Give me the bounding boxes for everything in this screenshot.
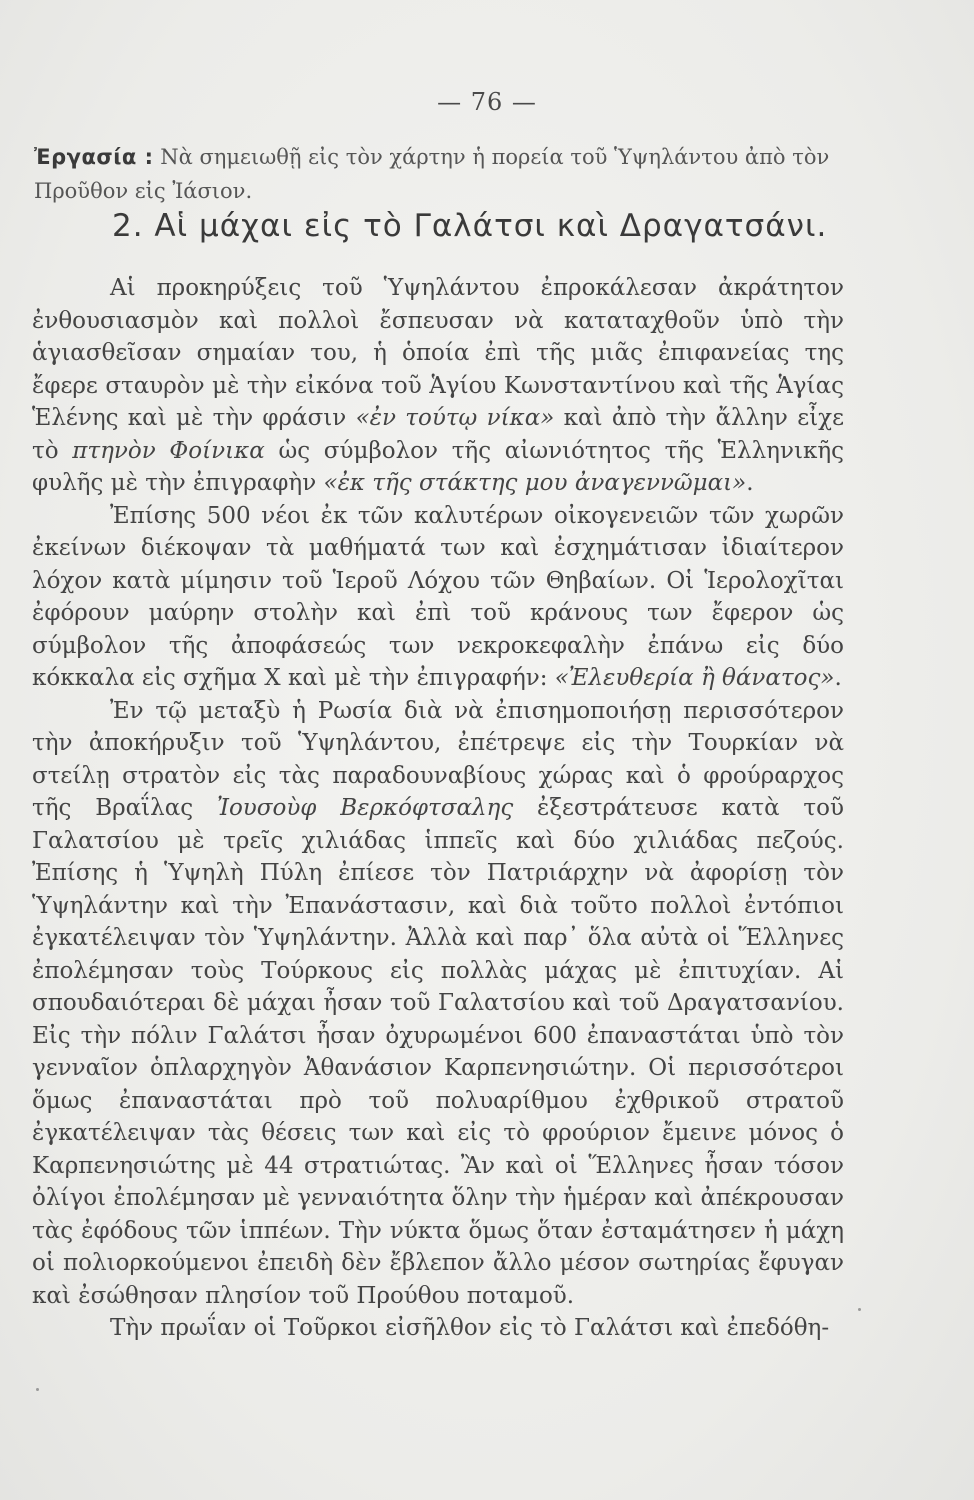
section-title: 2. Αἱ μάχαι εἰς τὸ Γαλάτσι καὶ Δραγατσάνι. (112, 208, 828, 244)
phoenix-term: πτηνὸν Φοίνικα (72, 437, 265, 464)
ink-speck (858, 1308, 861, 1311)
quote-inscription: «ἐκ τῆς στάκτης μου ἀναγεννῶμαι» (323, 470, 747, 496)
exercise-label: Ἐργασία : (34, 145, 154, 169)
quote-freedom-or-death: «Ἐλευθερία ἢ θάνατος» (554, 665, 835, 691)
body-text (32, 272, 844, 1345)
commander-name: Ἰουσοὺφ Βερκόφτσαλης (216, 795, 514, 821)
paragraph-text: καὶ ἀπὸ τὴν ἄλλην εἶχε τὸ (32, 405, 844, 464)
paragraph-continuation (32, 1312, 844, 1345)
ink-speck (36, 1388, 39, 1391)
paragraph-text: . (746, 470, 754, 496)
paragraph-flag (32, 272, 844, 500)
paragraph-text: Ἐπίσης 500 νέοι ἐκ τῶν καλυτέρων οἰκογενειῶν τῶν χωρῶν ἐκείνων διέκοψαν τὰ μαθήματά των καὶ ἐσχημάτισαν ἰδιαίτερον λόχον κατὰ μίμησιν τοῦ Ἱεροῦ Λόχου τῶν Θηβαίων. Οἱ Ἱερολοχῖται ἐφόρουν μαύρην στολὴν καὶ ἐπὶ τοῦ κράνους των ἔφερον ὡς σύμβολον τῆς ἀποφάσεώς των νεκροκεφαλὴν ἐπάνω εἰς δύο κόκκαλα εἰς σχῆμα Χ καὶ μὲ τὴν ἐπιγραφήν: (32, 502, 844, 691)
paragraph-text: ἐξεστράτευσε κατὰ τοῦ Γαλατσίου μὲ τρεῖς χιλιάδας ἱππεῖς καὶ δύο χιλιάδας πεζούς. Ἐπίσης ἡ Ὑψηλὴ Πύλη ἐπίεσε τὸν Πατριάρχην νὰ ἀφορίσῃ τὸν Ὑψηλάντην καὶ τὴν Ἐπανάστασιν, καὶ διὰ τοῦτο πολλοὶ ἐντόπιοι ἐγκατέλειψαν τὸν Ὑψηλάντην. Ἀλλὰ καὶ παρ᾽ ὅλα αὐτὰ οἱ Ἕλληνες ἐπολέμησαν τοὺς Τούρκους εἰς πολλὰς μάχας μὲ ἐπιτυχίαν. Αἱ σπουδαιότεραι δὲ μάχαι ἦσαν τοῦ Γαλατσίου καὶ τοῦ Δραγατσανίου. Εἰς τὴν πόλιν Γαλάτσι ἦσαν ὀχυρωμένοι 600 ἐπαναστάται ὑπὸ τὸν γενναῖον ὁπλαρχηγὸν Ἀθανάσιον Καρπενησιώτην. Οἱ περισσότεροι ὅμως ἐπαναστάται πρὸ τοῦ πολυαρίθμου ἐχθρικοῦ στρατοῦ ἐγκατέλειψαν τὰς θέσεις των καὶ εἰς τὸ φρούριον ἔμεινε μόνος ὁ Καρπενησιώτης μὲ 44 στρατιώτας. Ἂν καὶ οἱ Ἕλληνες ἦσαν τόσον ὀλίγοι ἐπολέμησαν μὲ γενναιότητα ὅλην τὴν ἡμέραν καὶ ἀπέκρουσαν τὰς ἐφόδους τῶν ἱππέων. Τὴν νύκτα ὅμως ὅταν ἐσταμάτησεν ἡ μάχη οἱ πολιορκούμενοι ἐπειδὴ δὲν ἔβλεπον ἄλλο μέσον σωτηρίας ἔφυγαν καὶ ἐσώθησαν πλησίον τοῦ Προύθου ποταμοῦ. (32, 795, 844, 1309)
paragraph-text: Τὴν πρωΐαν οἱ Τοῦρκοι εἰσῆλθον εἰς τὸ Γαλάτσι καὶ ἐπεδόθη- (110, 1315, 830, 1341)
paragraph-text: Ἐν τῷ μεταξὺ ἡ Ρωσία διὰ νὰ ἐπισημοποιήσῃ περισσότερον τὴν ἀποκήρυξιν τοῦ Ὑψηλάντου, ἐπέτρεψε εἰς τὴν Τουρκίαν νὰ στείλῃ στρατὸν εἰς τὰς παραδουναβίους χώρας καὶ ὁ φρούραρχος τῆς Βραΐλας (32, 697, 844, 821)
exercise-text: Νὰ σημειωθῇ εἰς τὸν χάρτην ἡ πορεία τοῦ Ὑψηλάντου ἀπὸ τὸν Προῦθον εἰς Ἰάσιον. (34, 145, 830, 203)
exercise-note (34, 140, 854, 208)
paragraph-battles (32, 695, 844, 1313)
paragraph-sacred-band (32, 500, 844, 695)
paragraph-text: . (834, 665, 842, 691)
quote-motto: «ἐν τούτῳ νίκα» (355, 405, 555, 431)
paragraph-text: ὡς σύμβολον τῆς αἰωνιότητος τῆς Ἑλληνικῆς φυλῆς μὲ τὴν ἐπιγραφὴν (32, 437, 845, 496)
paragraph-text: Αἱ προκηρύξεις τοῦ Ὑψηλάντου ἐπροκάλεσαν ἀκράτητον ἐνθουσιασμὸν καὶ πολλοὶ ἔσπευσαν νὰ καταταχθοῦν ὑπὸ τὴν ἁγιασθεῖσαν σημαίαν του, ἡ ὁποία ἐπὶ τῆς μιᾶς ἐπιφανείας της ἔφερε σταυρὸν μὲ τὴν εἰκόνα τοῦ Ἁγίου Κωνσταντίνου καὶ τῆς Ἁγίας Ἑλένης καὶ μὲ τὴν φράσιν (32, 275, 844, 431)
page-number: — 76 — (437, 88, 537, 116)
